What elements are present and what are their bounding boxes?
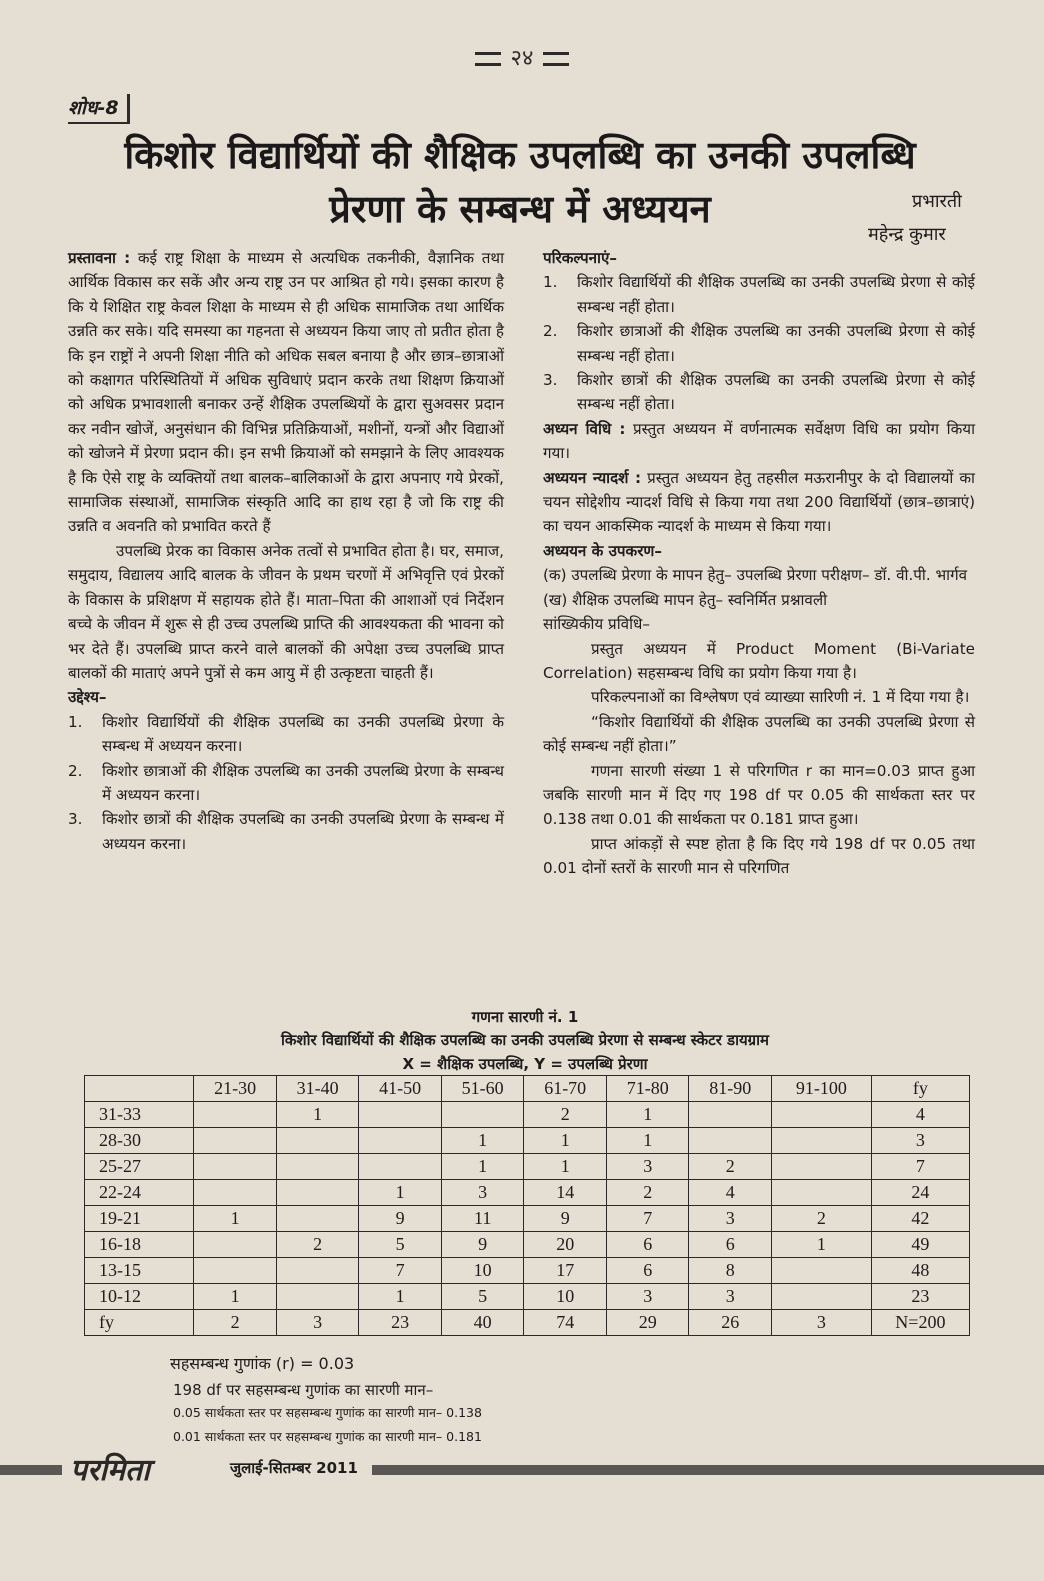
table-cell: 24 [871, 1180, 969, 1206]
row-label-cell: 31-33 [85, 1102, 194, 1128]
list-item [543, 319, 975, 368]
method-label: अध्यन विधि : [543, 419, 626, 438]
table-cell: 3 [606, 1284, 689, 1310]
table-header-cell: 71-80 [606, 1076, 689, 1102]
section-label: शोध-8 [68, 94, 130, 124]
author-2: महेन्द्र कुमार [868, 224, 946, 245]
table-cell: 1 [524, 1154, 607, 1180]
table-cell [771, 1284, 871, 1310]
table-cell [359, 1128, 442, 1154]
table-caption-axes: X = शैक्षिक उपलब्धि, Y = उपलब्धि प्रेरणा [402, 1055, 648, 1073]
list-item [543, 270, 975, 319]
table-cell [771, 1102, 871, 1128]
table-cell: 1 [194, 1206, 277, 1232]
method-paragraph [543, 417, 975, 466]
table-cell: 1 [441, 1128, 524, 1154]
table-header-row [85, 1076, 970, 1102]
table-cell: 2 [194, 1310, 277, 1336]
table-cell [276, 1154, 359, 1180]
table-cell: 1 [194, 1284, 277, 1310]
table-cell: 49 [871, 1232, 969, 1258]
hypothesis-quote: “किशोर विद्यार्थियों की शैक्षिक उपलब्धि का उनकी उपलब्धि प्रेरणा से कोई सम्बन्ध नहीं होता।” [543, 712, 975, 756]
table-cell: 74 [524, 1310, 607, 1336]
issue-date: जुलाई-सितम्बर 2011 [230, 1459, 358, 1477]
conclusion-paragraph: प्राप्त आंकड़ों से स्पष्ट होता है कि दिए गये 198 df पर 0.05 तथा 0.01 दोनों स्तरों के सारणी मान से परिगणित [543, 834, 975, 878]
item-text: किशोर विद्यार्थियों की शैक्षिक उपलब्धि का उनकी उपलब्धि प्रेरणा के सम्बन्ध में अध्ययन करना। [102, 712, 504, 756]
table-cell: 3 [276, 1310, 359, 1336]
item-text: किशोर छात्राओं की शैक्षिक उपलब्धि का उनकी उपलब्धि प्रेरणा के सम्बन्ध में अध्ययन करना। [102, 761, 504, 804]
table-cell [359, 1102, 442, 1128]
paragraph-2: उपलब्धि प्रेरक का विकास अनेक तत्वों से प्रभावित होता है। घर, समाज, समुदाय, विद्यालय आदि बालक के जीवन के प्रथम चरणों में अभिवृत्ति एवं प्रेरकों के विकास के प्रशिक्षण में सहायक होते हैं। माता–पिता की आशाओं एवं निर्देशन बच्चे के जीवन में शुरू से ही उच्च उपलब्धि प्राप्ति की आवश्यकता की भावना को भर देते हैं। उपलब्धि प्राप्त करने वाले बालकों की अपेक्षा उच्च उपलब्धि प्राप्त बालकों की माताएं अपने पुत्रों से कम आयु में ही उत्कृष्टता चाहती हैं। [68, 541, 504, 682]
table-cell: 40 [441, 1310, 524, 1336]
table-cell: 8 [689, 1258, 772, 1284]
analysis-paragraph: परिकल्पनाओं का विश्लेषण एवं व्याख्या सारिणी नं. 1 में दिया गया है। [591, 688, 970, 707]
table-cell: 9 [524, 1206, 607, 1232]
table-cell [194, 1128, 277, 1154]
table-cell: 4 [871, 1102, 969, 1128]
item-number: 1. [543, 273, 558, 292]
table-row [85, 1102, 970, 1128]
table-row [85, 1180, 970, 1206]
table-cell: 20 [524, 1232, 607, 1258]
footer-stripe-left [0, 1465, 62, 1475]
table-header-cell: 41-50 [359, 1076, 442, 1102]
sample-text: प्रस्तुत अध्ययन हेतु तहसील मऊरानीपुर के दो विद्यालयों का चयन सोद्देशीय न्यादर्श विधि से किया गया तथा 200 विद्यार्थियों (छात्र–छात्राएं) का चयन आकस्मिक न्यादर्श के माध्यम से किया गया। [543, 468, 975, 536]
article-title [100, 128, 940, 236]
table-cell [194, 1180, 277, 1206]
table-cell [771, 1180, 871, 1206]
table-header-cell: 51-60 [441, 1076, 524, 1102]
table-caption-title: किशोर विद्यार्थियों की शैक्षिक उपलब्धि का उनकी उपलब्धि प्रेरणा से सम्बन्ध स्केटर डायग्राम [281, 1031, 769, 1049]
df-line: 198 df पर सहसम्बन्ध गुणांक का सारणी मान– [173, 1381, 434, 1399]
footer-band [0, 1455, 1044, 1485]
table-cell: 3 [441, 1180, 524, 1206]
intro-text: कई राष्ट्र शिक्षा के माध्यम से अत्यधिक तकनीकी, वैज्ञानिक तथा आर्थिक विकास कर सकें और अन्य राष्ट्र उन पर आश्रित हो गये। इसका कारण है कि ये शिक्षित राष्ट्र केवल शिक्षा के माध्यम से ही अधिक सामाजिक तथा आर्थिक उन्नति कर सके। यदि समस्या का गहनता से अध्ययन किया जाए तो प्रतीत होता है कि इन राष्ट्रों ने अपनी शिक्षा नीति को अधिक सबल बनाया है और छात्र–छात्राओं को कक्षागत परिस्थितियों में अधिक सुविधाएं प्रदान करके तथा शिक्षण क्रियाओं को अधिक प्रभावशाली बनाकर उन्हें शैक्षिक उपलब्धियों के द्वारा सुअवसर प्रदान कर नवीन खोजें, अनुसंधान की विभिन्न प्रतिक्रियाओं, मशीनों, यन्त्रों और विद्याओं को खोजने में प्रेरणा प्रदान की। इन सभी क्रियाओं को समझाने के लिए आवश्यक है कि ऐसे राष्ट्र के व्यक्तियों तथा बालक–बालिकाओं के द्वारा अपनाए गये प्रेरकों, सामाजिक संस्थाओं, सामाजिक संस्कृति आदि का हाथ रहा है जो कि राष्ट्र की उन्नति व अवनति को प्रभावित करते हैं [68, 249, 505, 536]
row-label-cell: 25-27 [85, 1154, 194, 1180]
table-cell: 1 [441, 1154, 524, 1180]
table-cell: 10 [524, 1284, 607, 1310]
table-row [85, 1128, 970, 1154]
table-cell: 3 [689, 1284, 772, 1310]
table-cell: 2 [689, 1154, 772, 1180]
page-number: २४ [510, 46, 534, 71]
left-column [68, 246, 504, 856]
table-cell [276, 1284, 359, 1310]
table-cell: 48 [871, 1258, 969, 1284]
table-cell: 2 [276, 1232, 359, 1258]
table-cell: 3 [871, 1128, 969, 1154]
method-text: प्रस्तुत अध्ययन में वर्णनात्मक सर्वेक्षण विधि का प्रयोग किया गया। [543, 419, 976, 463]
table-cell: 5 [359, 1232, 442, 1258]
table-cell: 1 [771, 1232, 871, 1258]
table-cell: 3 [771, 1310, 871, 1336]
table-cell: 7 [871, 1154, 969, 1180]
table-cell: 29 [606, 1310, 689, 1336]
table-cell: 1 [276, 1102, 359, 1128]
table-cell [771, 1258, 871, 1284]
journal-brand: परमिता [70, 1453, 150, 1488]
hypotheses-heading: परिकल्पनाएं– [543, 249, 617, 267]
significance-005: 0.05 सार्थकता स्तर पर सहसम्बन्ध गुणांक का सारणी मान– 0.138 [173, 1405, 482, 1420]
table-cell: 1 [359, 1180, 442, 1206]
calculation-paragraph: गणना सारणी संख्या 1 से परिगणित r का मान=0.03 प्राप्त हुआ जबकि सारणी मान में दिए गए 198 df पर 0.05 की सार्थकता स्तर पर 0.138 तथा 0.01 की सार्थकता पर 0.181 प्राप्त हुआ। [543, 761, 975, 829]
table-cell: 42 [871, 1206, 969, 1232]
scatter-diagram-table [84, 1075, 970, 1336]
table-cell: 2 [524, 1102, 607, 1128]
table-row [85, 1310, 970, 1336]
item-text: किशोर छात्रों की शैक्षिक उपलब्धि का उनकी उपलब्धि प्रेरणा के सम्बन्ध में अध्ययन करना। [102, 810, 504, 853]
row-label-cell: 16-18 [85, 1232, 194, 1258]
table-cell: 3 [689, 1206, 772, 1232]
row-label-cell: fy [85, 1310, 194, 1336]
table-cell: 1 [606, 1102, 689, 1128]
table-cell [276, 1180, 359, 1206]
stats-paragraph: प्रस्तुत अध्ययन में Product Moment (Bi-Variate Correlation) सहसम्बन्ध विधि का प्रयोग किया गया है। [543, 639, 975, 682]
table-cell: 6 [606, 1258, 689, 1284]
table-cell: 23 [359, 1310, 442, 1336]
table-header-cell: 81-90 [689, 1076, 772, 1102]
table-row [85, 1258, 970, 1284]
table-corner-cell [85, 1076, 194, 1102]
table-row [85, 1232, 970, 1258]
table-cell: 4 [689, 1180, 772, 1206]
table-cell: 6 [606, 1232, 689, 1258]
table-cell: 5 [441, 1284, 524, 1310]
table-row [85, 1206, 970, 1232]
title-line-2: प्रेरणा के सम्बन्ध में अध्ययन [329, 187, 711, 231]
table-cell: 11 [441, 1206, 524, 1232]
table-cell [359, 1154, 442, 1180]
item-number: 1. [68, 712, 83, 731]
table-cell [771, 1154, 871, 1180]
author-1: प्रभारती [912, 191, 962, 212]
intro-label: प्रस्तावना : [68, 249, 131, 267]
objectives-list [68, 710, 504, 856]
table-cell: 17 [524, 1258, 607, 1284]
sample-paragraph [543, 466, 975, 539]
table-cell: 1 [606, 1128, 689, 1154]
table-cell: 23 [871, 1284, 969, 1310]
list-item [68, 759, 504, 808]
table-cell: 6 [689, 1232, 772, 1258]
table-cell: 10 [441, 1258, 524, 1284]
row-label-cell: 28-30 [85, 1128, 194, 1154]
table-cell: 2 [606, 1180, 689, 1206]
table-cell: 2 [771, 1206, 871, 1232]
row-label-cell: 22-24 [85, 1180, 194, 1206]
table-cell: 7 [359, 1258, 442, 1284]
table-cell [771, 1128, 871, 1154]
table-header-cell: 61-70 [524, 1076, 607, 1102]
table-header-cell: 31-40 [276, 1076, 359, 1102]
list-item [543, 368, 975, 417]
table-cell: 9 [359, 1206, 442, 1232]
table-cell: 14 [524, 1180, 607, 1206]
list-item [68, 807, 504, 856]
stats-heading: सांख्यिकीय प्रविधि– [543, 615, 650, 634]
row-label-cell: 19-21 [85, 1206, 194, 1232]
table-cell: 26 [689, 1310, 772, 1336]
table-row [85, 1284, 970, 1310]
table-cell [194, 1232, 277, 1258]
table-cell: 3 [606, 1154, 689, 1180]
item-number: 2. [543, 322, 558, 341]
table-cell: 9 [441, 1232, 524, 1258]
table-cell [194, 1154, 277, 1180]
page-folio [0, 42, 1044, 72]
hypotheses-list [543, 270, 975, 416]
table-cell: 1 [524, 1128, 607, 1154]
sample-label: अध्ययन न्यादर्श : [543, 468, 642, 487]
table-body [85, 1102, 970, 1336]
tool-b: (ख) शैक्षिक उपलब्धि मापन हेतु– स्वनिर्मित प्रश्नावली [543, 590, 828, 609]
item-number: 2. [68, 761, 83, 780]
table-cell: N=200 [871, 1310, 969, 1336]
table-cell [194, 1102, 277, 1128]
table-cell [276, 1128, 359, 1154]
table-header-cell: fy [871, 1076, 969, 1102]
table-header-cell: 91-100 [771, 1076, 871, 1102]
table-cell: 7 [606, 1206, 689, 1232]
item-text: किशोर विद्यार्थियों की शैक्षिक उपलब्धि का उनकी उपलब्धि प्रेरणा से कोई सम्बन्ध नहीं होता। [577, 273, 975, 316]
item-text: किशोर छात्रों की शैक्षिक उपलब्धि का उनकी उपलब्धि प्रेरणा से कोई सम्बन्ध नहीं होता। [577, 371, 975, 414]
row-label-cell: 10-12 [85, 1284, 194, 1310]
item-number: 3. [68, 810, 83, 829]
folio-ornament-right [543, 52, 569, 66]
table-cell [276, 1206, 359, 1232]
right-column [543, 246, 975, 881]
intro-paragraph [68, 246, 504, 539]
significance-001: 0.01 सार्थकता स्तर पर सहसम्बन्ध गुणांक का सारणी मान– 0.181 [173, 1429, 482, 1444]
objectives-heading: उद्देश्य– [68, 688, 107, 707]
row-label-cell: 13-15 [85, 1258, 194, 1284]
table-row [85, 1154, 970, 1180]
table-cell [276, 1258, 359, 1284]
table-cell [689, 1102, 772, 1128]
footer-stripe-right [372, 1465, 1044, 1475]
list-item [68, 710, 504, 759]
tools-heading: अध्ययन के उपकरण– [543, 541, 662, 560]
folio-ornament-left [475, 52, 501, 66]
item-text: किशोर छात्राओं की शैक्षिक उपलब्धि का उनकी उपलब्धि प्रेरणा से कोई सम्बन्ध नहीं होता। [577, 322, 975, 365]
table-header-cell: 21-30 [194, 1076, 277, 1102]
correlation-coefficient: सहसम्बन्ध गुणांक (r) = 0.03 [170, 1354, 355, 1373]
table-cell: 1 [359, 1284, 442, 1310]
table-caption-number: गणना सारणी नं. 1 [471, 1008, 579, 1026]
item-number: 3. [543, 371, 558, 390]
table-cell [441, 1102, 524, 1128]
tool-a: (क) उपलब्धि प्रेरणा के मापन हेतु– उपलब्धि प्रेरणा परीक्षण– डॉ. वी.पी. भार्गव [543, 566, 968, 585]
table-cell [689, 1128, 772, 1154]
table-cell [194, 1258, 277, 1284]
title-line-1: किशोर विद्यार्थियों की शैक्षिक उपलब्धि का उनकी उपलब्धि [124, 133, 916, 177]
